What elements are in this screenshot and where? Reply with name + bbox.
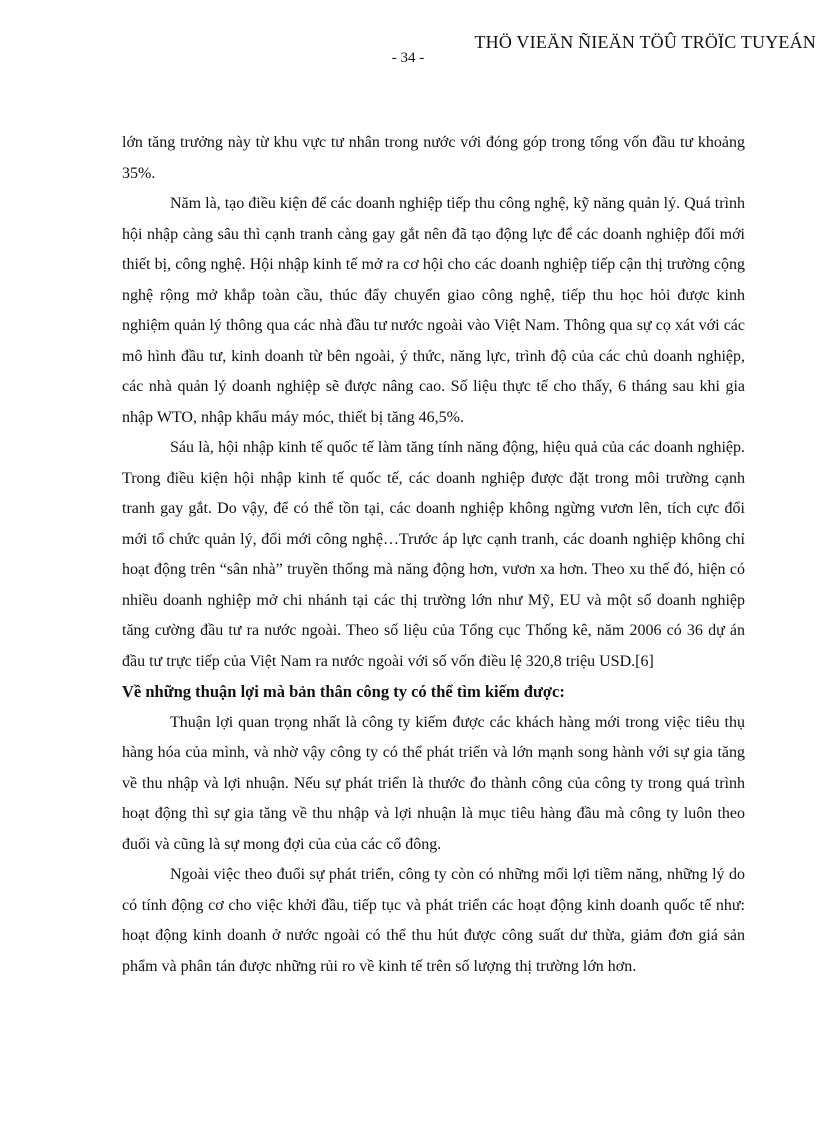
section-heading: Về những thuận lợi mà bản thân công ty có thể tìm kiếm được: bbox=[122, 682, 565, 701]
paragraph-fifth-point: Năm là, tạo điều kiện để các doanh nghiệp tiếp thu công nghệ, kỹ năng quản lý. Quá trình hội nhập càng sâu thì cạnh tranh càng gay gắt nên đã tạo động lực để các doanh nghiệp đổi mới thiết bị, công nghệ. Hội nhập kinh tế mở ra cơ hội cho các doanh nghiệp tiếp cận thị trường cộng nghệ rộng mở khắp toàn cầu, thúc đẩy chuyển giao công nghệ, tiếp thu học hỏi được kinh nghiệm quản lý thông qua các nhà đầu tư nước ngoài vào Việt Nam. Thông qua sự cọ xát với các mô hình đầu tư, kinh doanh từ bên ngoài, ý thức, năng lực, trình độ của các chủ doanh nghiệp, các nhà quản lý doanh nghiệp sẽ được nâng cao. Số liệu thực tế cho thấy, 6 tháng sau khi gia nhập WTO, nhập khẩu máy móc, thiết bị tăng 46,5%. bbox=[122, 195, 745, 426]
library-header-title: THÖ VIEÄN ÑIEÄN TÖÛ TRÖÏC TUYEÁN bbox=[474, 32, 816, 52]
document-body bbox=[122, 128, 745, 982]
paragraph-continuation: lớn tăng trưởng này từ khu vực tư nhân trong nước với đóng góp trong tổng vốn đầu tư khoảng 35%. bbox=[122, 134, 745, 182]
paragraph-main-advantage: Thuận lợi quan trọng nhất là công ty kiếm được các khách hàng mới trong việc tiêu thụ hàng hóa của mình, và nhờ vậy công ty có thể phát triển và lớn mạnh song hành với sự gia tăng về thu nhập và lợi nhuận. Nếu sự phát triển là thước đo thành công của công ty trong quá trình hoạt động thì sự gia tăng về thu nhập và lợi nhuận là mục tiêu hàng đầu mà công ty luôn theo đuổi và cũng là sự mong đợi của của các cổ đông. bbox=[122, 713, 745, 853]
page-number: - 34 - bbox=[391, 50, 425, 66]
paragraph-potential-benefits: Ngoài việc theo đuổi sự phát triển, công ty còn có những mối lợi tiềm năng, những lý do có tính động cơ cho việc khởi đầu, tiếp tục và phát triển các hoạt động kinh doanh quốc tế như: hoạt động kinh doanh ở nước ngoài có thể thu hút được công suất dư thừa, giảm đơn giá sản phẩm và phân tán được những rủi ro về kinh tế trên số lượng thị trường lớn hơn. bbox=[122, 866, 745, 975]
paragraph-sixth-point: Sáu là, hội nhập kinh tế quốc tế làm tăng tính năng động, hiệu quả của các doanh nghiệp. Trong điều kiện hội nhập kinh tế quốc tế, các doanh nghiệp được đặt trong môi trường cạnh tranh gay gắt. Do vậy, để có thể tồn tại, các doanh nghiệp không ngừng vươn lên, tích cực đổi mới tổ chức quản lý, đổi mới công nghệ…Trước áp lực cạnh tranh, các doanh nghiệp không chỉ hoạt động trên “sân nhà” truyền thống mà năng động hơn, vươn xa hơn. Theo xu thế đó, hiện có nhiều doanh nghiệp mở chi nhánh tại các thị trường lớn như Mỹ, EU và một số doanh nghiệp tăng cường đầu tư ra nước ngoài. Theo số liệu của Tổng cục Thống kê, năm 2006 có 36 dự án đầu tư trực tiếp của Việt Nam ra nước ngoài với số vốn điều lệ 320,8 triệu USD.[6] bbox=[122, 439, 745, 670]
